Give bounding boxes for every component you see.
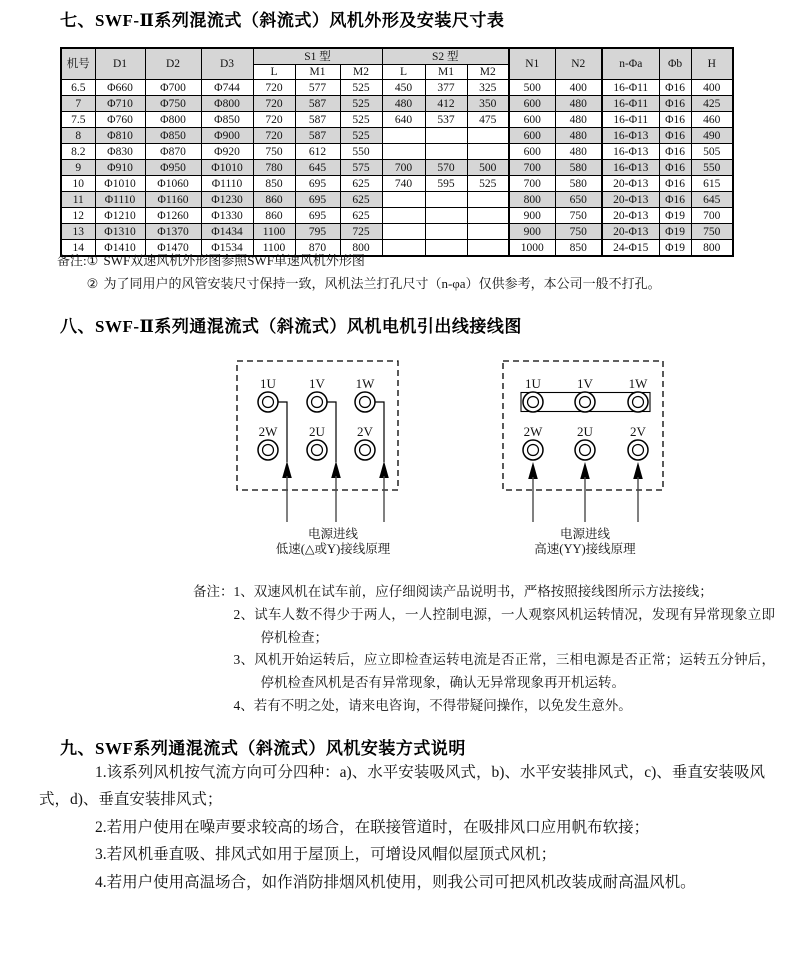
- table-cell: [382, 144, 425, 160]
- section7-notes: [57, 249, 747, 295]
- table-cell: 475: [467, 112, 509, 128]
- table-cell: 400: [555, 80, 602, 96]
- table-cell: 480: [555, 112, 602, 128]
- table-cell: 800: [340, 240, 382, 257]
- table-cell: 11: [61, 192, 95, 208]
- section7-title: 七、SWF-Ⅱ系列混流式（斜流式）风机外形及安装尺寸表: [60, 11, 505, 30]
- table-cell: 500: [467, 160, 509, 176]
- column-header: 机号: [61, 48, 95, 80]
- table-cell: 580: [555, 176, 602, 192]
- sub-column-header: L: [253, 65, 295, 80]
- terminal-circle: [575, 392, 595, 412]
- terminal-circle: [523, 440, 543, 460]
- table-cell: [382, 128, 425, 144]
- table-cell: 900: [509, 208, 555, 224]
- note-text: SWF双速风机外形图参照SWF单速风机外形图: [103, 253, 365, 268]
- table-cell: 480: [555, 96, 602, 112]
- table-cell: Φ850: [145, 128, 201, 144]
- table-cell: 750: [691, 224, 733, 240]
- table-cell: [425, 128, 467, 144]
- column-header: D3: [201, 48, 253, 80]
- table-cell: 525: [340, 128, 382, 144]
- body-paragraph: 1.该系列风机按气流方向可分四种：a)、水平安装吸风式，b)、水平安装排风式，c)、垂直安装吸风式，d)、垂直安装排风式；: [39, 764, 765, 809]
- table-cell: 7.5: [61, 112, 95, 128]
- column-header: N1: [509, 48, 555, 80]
- table-cell: Φ810: [95, 128, 145, 144]
- table-cell: [382, 208, 425, 224]
- table-cell: 525: [467, 176, 509, 192]
- table-cell: Φ760: [95, 112, 145, 128]
- table-cell: 625: [340, 192, 382, 208]
- table-cell: 24-Φ15: [602, 240, 659, 257]
- terminal-circle: [258, 392, 278, 412]
- table-cell: 490: [691, 128, 733, 144]
- table-cell: 570: [425, 160, 467, 176]
- table-cell: 900: [509, 224, 555, 240]
- table-cell: 525: [340, 96, 382, 112]
- table-cell: Φ910: [95, 160, 145, 176]
- table-cell: Φ1370: [145, 224, 201, 240]
- terminal-circle: [307, 440, 327, 460]
- terminal-label: 1W: [628, 376, 648, 391]
- table-cell: 720: [253, 96, 295, 112]
- terminal-label: 1U: [525, 376, 541, 391]
- table-cell: 6.5: [61, 80, 95, 96]
- dimension-table: [60, 47, 734, 257]
- terminal-circle: [523, 392, 543, 412]
- table-cell: 850: [253, 176, 295, 192]
- table-cell: 480: [555, 128, 602, 144]
- table-cell: 800: [509, 192, 555, 208]
- table-cell: 16-Φ11: [602, 80, 659, 96]
- table-cell: [382, 224, 425, 240]
- table-cell: Φ800: [145, 112, 201, 128]
- table-cell: 577: [295, 80, 340, 96]
- table-cell: Φ850: [201, 112, 253, 128]
- note-number: 4、: [233, 697, 254, 713]
- body-paragraph: 2.若用户使用在噪声要求较高的场合，在联接管道时，在吸排风口应用帆布软接；: [95, 818, 650, 836]
- note-text: 若有不明之处，请来电咨询，不得带疑问操作，以免发生意外。: [253, 697, 632, 713]
- table-cell: 460: [691, 112, 733, 128]
- table-cell: Φ700: [145, 80, 201, 96]
- wire-1v: [327, 402, 336, 462]
- table-cell: 695: [295, 208, 340, 224]
- caption-line2: 低速(△或Y)接线原理: [275, 542, 391, 556]
- notes-list: [234, 581, 776, 718]
- table-cell: 480: [555, 144, 602, 160]
- table-cell: 645: [295, 160, 340, 176]
- table-row: [61, 160, 733, 176]
- terminal-label: 1V: [577, 376, 593, 391]
- table-cell: Φ830: [95, 144, 145, 160]
- terminal-label: 1U: [260, 376, 276, 391]
- table-cell: 615: [691, 176, 733, 192]
- notes-label: 备注:: [57, 253, 87, 268]
- table-cell: 750: [555, 224, 602, 240]
- table-cell: 860: [253, 192, 295, 208]
- table-cell: 1100: [253, 240, 295, 257]
- table-cell: Φ1160: [145, 192, 201, 208]
- table-cell: 16-Φ11: [602, 112, 659, 128]
- table-cell: 1000: [509, 240, 555, 257]
- column-header-group-s2: S2 型: [382, 48, 509, 65]
- power-arrows: [282, 461, 389, 522]
- table-cell: Φ1434: [201, 224, 253, 240]
- table-cell: [467, 128, 509, 144]
- sub-column-header: M1: [295, 65, 340, 80]
- terminal-circle: [628, 440, 648, 460]
- terminal-label: 1W: [355, 376, 375, 391]
- table-cell: 750: [253, 144, 295, 160]
- table-cell: 695: [295, 192, 340, 208]
- note-text: 为了同用户的风管安装尺寸保持一致，风机法兰打孔尺寸（n-φa）仅供参考，本公司一般不打孔。: [103, 276, 661, 291]
- table-cell: 350: [467, 96, 509, 112]
- sub-column-header: M1: [425, 65, 467, 80]
- table-cell: 600: [509, 128, 555, 144]
- table-cell: 20-Φ13: [602, 224, 659, 240]
- table-row: [61, 192, 733, 208]
- table-cell: 700: [382, 160, 425, 176]
- terminal-circle: [575, 440, 595, 460]
- section9-title: 九、SWF系列通混流式（斜流式）风机安装方式说明: [60, 739, 466, 758]
- column-header: D2: [145, 48, 201, 80]
- table-cell: 720: [253, 112, 295, 128]
- table-cell: 700: [509, 160, 555, 176]
- table-cell: 16-Φ13: [602, 128, 659, 144]
- table-cell: 625: [340, 208, 382, 224]
- wire-1u: [278, 402, 287, 462]
- sub-column-header: M2: [467, 65, 509, 80]
- table-cell: 700: [691, 208, 733, 224]
- note-number: ①: [86, 253, 99, 268]
- table-cell: Φ16: [659, 160, 691, 176]
- wiring-diagram-high-speed: [495, 355, 670, 530]
- table-cell: Φ1110: [95, 192, 145, 208]
- table-cell: 16-Φ13: [602, 160, 659, 176]
- table-cell: Φ1230: [201, 192, 253, 208]
- table-cell: Φ744: [201, 80, 253, 96]
- note-number: ②: [86, 276, 99, 291]
- caption-line1: 电源进线: [559, 527, 610, 541]
- table-row: [61, 224, 733, 240]
- table-cell: 725: [340, 224, 382, 240]
- note-text: 双速风机在试车前，应仔细阅读产品说明书，严格按照接线图所示方法接线；: [253, 584, 713, 599]
- table-cell: 740: [382, 176, 425, 192]
- section8-title: 八、SWF-Ⅱ系列通混流式（斜流式）风机电机引出线接线图: [60, 317, 522, 336]
- table-cell: 20-Φ13: [602, 208, 659, 224]
- sub-column-header: M2: [340, 65, 382, 80]
- terminal-circle: [628, 392, 648, 412]
- table-cell: 12: [61, 208, 95, 224]
- table-cell: 580: [555, 160, 602, 176]
- section8-notes: [193, 581, 775, 718]
- table-cell: 795: [295, 224, 340, 240]
- table-cell: Φ1260: [145, 208, 201, 224]
- table-cell: Φ1010: [201, 160, 253, 176]
- table-cell: 525: [340, 80, 382, 96]
- table-cell: Φ16: [659, 176, 691, 192]
- caption-high-speed: [485, 527, 685, 557]
- sub-column-header: L: [382, 65, 425, 80]
- body-paragraph: 4.若用户使用高温场合，如作消防排烟风机使用，则我公司可把风机改装成耐高温风机。: [95, 873, 696, 891]
- table-cell: 600: [509, 96, 555, 112]
- table-cell: 525: [340, 112, 382, 128]
- note-number: 3、: [233, 652, 255, 668]
- table-cell: 1100: [253, 224, 295, 240]
- table-cell: 412: [425, 96, 467, 112]
- note-number: 1、: [233, 584, 254, 599]
- table-cell: 480: [382, 96, 425, 112]
- table-cell: [425, 192, 467, 208]
- table-row: [61, 96, 733, 112]
- table-cell: 780: [253, 160, 295, 176]
- table-cell: 720: [253, 128, 295, 144]
- note-item: [87, 249, 747, 272]
- caption-line1: 电源进线: [307, 527, 358, 541]
- table-cell: 13: [61, 224, 95, 240]
- table-cell: 10: [61, 176, 95, 192]
- table-cell: 537: [425, 112, 467, 128]
- table-row: [61, 112, 733, 128]
- table-cell: 750: [555, 208, 602, 224]
- table-row: [61, 128, 733, 144]
- table-cell: 625: [340, 176, 382, 192]
- table-cell: 20-Φ13: [602, 192, 659, 208]
- table-cell: 645: [691, 192, 733, 208]
- table-cell: 600: [509, 144, 555, 160]
- note-item: [234, 604, 776, 650]
- caption-line2: 高速(YY)接线原理: [534, 542, 636, 556]
- table-cell: [467, 192, 509, 208]
- terminal-row-bottom: [258, 424, 375, 460]
- notes-list: [87, 249, 747, 295]
- note-number: 2、: [233, 606, 255, 622]
- table-cell: 377: [425, 80, 467, 96]
- table-cell: Φ16: [659, 192, 691, 208]
- table-cell: [425, 224, 467, 240]
- column-header: n-Φa: [602, 48, 659, 80]
- column-header: H: [691, 48, 733, 80]
- table-cell: Φ750: [145, 96, 201, 112]
- table-cell: 16-Φ11: [602, 96, 659, 112]
- power-arrows: [528, 462, 643, 522]
- wiring-diagram-low-speed: [230, 355, 405, 530]
- table-cell: Φ1410: [95, 240, 145, 257]
- table-row: [61, 176, 733, 192]
- table-cell: Φ16: [659, 96, 691, 112]
- caption-low-speed: [233, 527, 433, 557]
- table-cell: Φ920: [201, 144, 253, 160]
- notes-label: 备注：: [193, 584, 234, 599]
- wire-1w: [375, 402, 384, 462]
- table-cell: 587: [295, 128, 340, 144]
- table-cell: 550: [691, 160, 733, 176]
- table-cell: 870: [295, 240, 340, 257]
- table-cell: 575: [340, 160, 382, 176]
- table-cell: 587: [295, 112, 340, 128]
- table-cell: 325: [467, 80, 509, 96]
- terminal-label: 2V: [357, 424, 373, 439]
- table-cell: Φ1470: [145, 240, 201, 257]
- terminal-label: 2W: [523, 424, 543, 439]
- terminal-circle: [307, 392, 327, 412]
- table-cell: Φ1110: [201, 176, 253, 192]
- table-cell: 612: [295, 144, 340, 160]
- table-cell: 800: [691, 240, 733, 257]
- note-item: [234, 581, 776, 604]
- table-cell: Φ1210: [95, 208, 145, 224]
- table-cell: 720: [253, 80, 295, 96]
- terminal-circle: [355, 440, 375, 460]
- table-cell: 695: [295, 176, 340, 192]
- table-cell: 20-Φ13: [602, 176, 659, 192]
- table-cell: Φ1010: [95, 176, 145, 192]
- table-cell: 587: [295, 96, 340, 112]
- table-body: [61, 80, 733, 257]
- table-cell: Φ1060: [145, 176, 201, 192]
- table-cell: 700: [509, 176, 555, 192]
- section9-paragraphs: [39, 759, 765, 896]
- table-cell: 16-Φ13: [602, 144, 659, 160]
- note-item: [234, 695, 776, 718]
- table-cell: [467, 208, 509, 224]
- table-cell: 550: [340, 144, 382, 160]
- table-row: [61, 80, 733, 96]
- column-header: N2: [555, 48, 602, 80]
- table-cell: Φ710: [95, 96, 145, 112]
- note-item: [234, 649, 776, 695]
- table-cell: Φ900: [201, 128, 253, 144]
- table-cell: 595: [425, 176, 467, 192]
- table-cell: [467, 224, 509, 240]
- table-cell: 500: [509, 80, 555, 96]
- note-item: [87, 272, 747, 295]
- terminal-row-top: [258, 376, 375, 412]
- table-cell: 640: [382, 112, 425, 128]
- table-cell: Φ16: [659, 112, 691, 128]
- table-cell: 860: [253, 208, 295, 224]
- table-cell: 14: [61, 240, 95, 257]
- table-cell: [382, 192, 425, 208]
- table-cell: Φ19: [659, 240, 691, 257]
- terminal-circle: [355, 392, 375, 412]
- table-cell: Φ870: [145, 144, 201, 160]
- terminal-row-bottom: [523, 424, 648, 460]
- table-cell: [467, 144, 509, 160]
- column-header: D1: [95, 48, 145, 80]
- terminal-label: 2U: [309, 424, 325, 439]
- table-cell: 425: [691, 96, 733, 112]
- terminal-label: 2W: [258, 424, 278, 439]
- table-cell: 9: [61, 160, 95, 176]
- table-cell: 8: [61, 128, 95, 144]
- table-cell: [425, 208, 467, 224]
- table-row: [61, 208, 733, 224]
- column-header-group-s1: S1 型: [253, 48, 382, 65]
- table-cell: 600: [509, 112, 555, 128]
- table-cell: Φ19: [659, 224, 691, 240]
- table-cell: 850: [555, 240, 602, 257]
- terminal-label: 2U: [577, 424, 593, 439]
- table-cell: 650: [555, 192, 602, 208]
- table-cell: Φ1330: [201, 208, 253, 224]
- body-paragraph: 3.若风机垂直吸、排风式如用于屋顶上，可增设风帽似屋顶式风机；: [95, 846, 557, 864]
- table-cell: 505: [691, 144, 733, 160]
- table-cell: 450: [382, 80, 425, 96]
- table-cell: 7: [61, 96, 95, 112]
- table-cell: Φ1310: [95, 224, 145, 240]
- note-text: 试车人数不得少于两人，一人控制电源，一人观察风机运转情况，发现有异常现象立即停机检查；: [254, 606, 776, 645]
- table-cell: [425, 144, 467, 160]
- table-cell: Φ19: [659, 208, 691, 224]
- table-cell: 8.2: [61, 144, 95, 160]
- terminal-circle: [258, 440, 278, 460]
- table-cell: Φ800: [201, 96, 253, 112]
- terminal-label: 2V: [630, 424, 646, 439]
- table-cell: Φ16: [659, 128, 691, 144]
- table-cell: Φ16: [659, 80, 691, 96]
- table-cell: Φ950: [145, 160, 201, 176]
- table-cell: Φ1534: [201, 240, 253, 257]
- table-cell: 400: [691, 80, 733, 96]
- column-header: Φb: [659, 48, 691, 80]
- table-cell: Φ660: [95, 80, 145, 96]
- table-cell: Φ16: [659, 144, 691, 160]
- terminal-label: 1V: [309, 376, 325, 391]
- table-row: [61, 144, 733, 160]
- note-text: 风机开始运转后，应立即检查运转电流是否正常，三相电源是否正常；运转五分钟后，停机检查风机是否有异常现象，确认无异常现象再开机运转。: [254, 652, 776, 691]
